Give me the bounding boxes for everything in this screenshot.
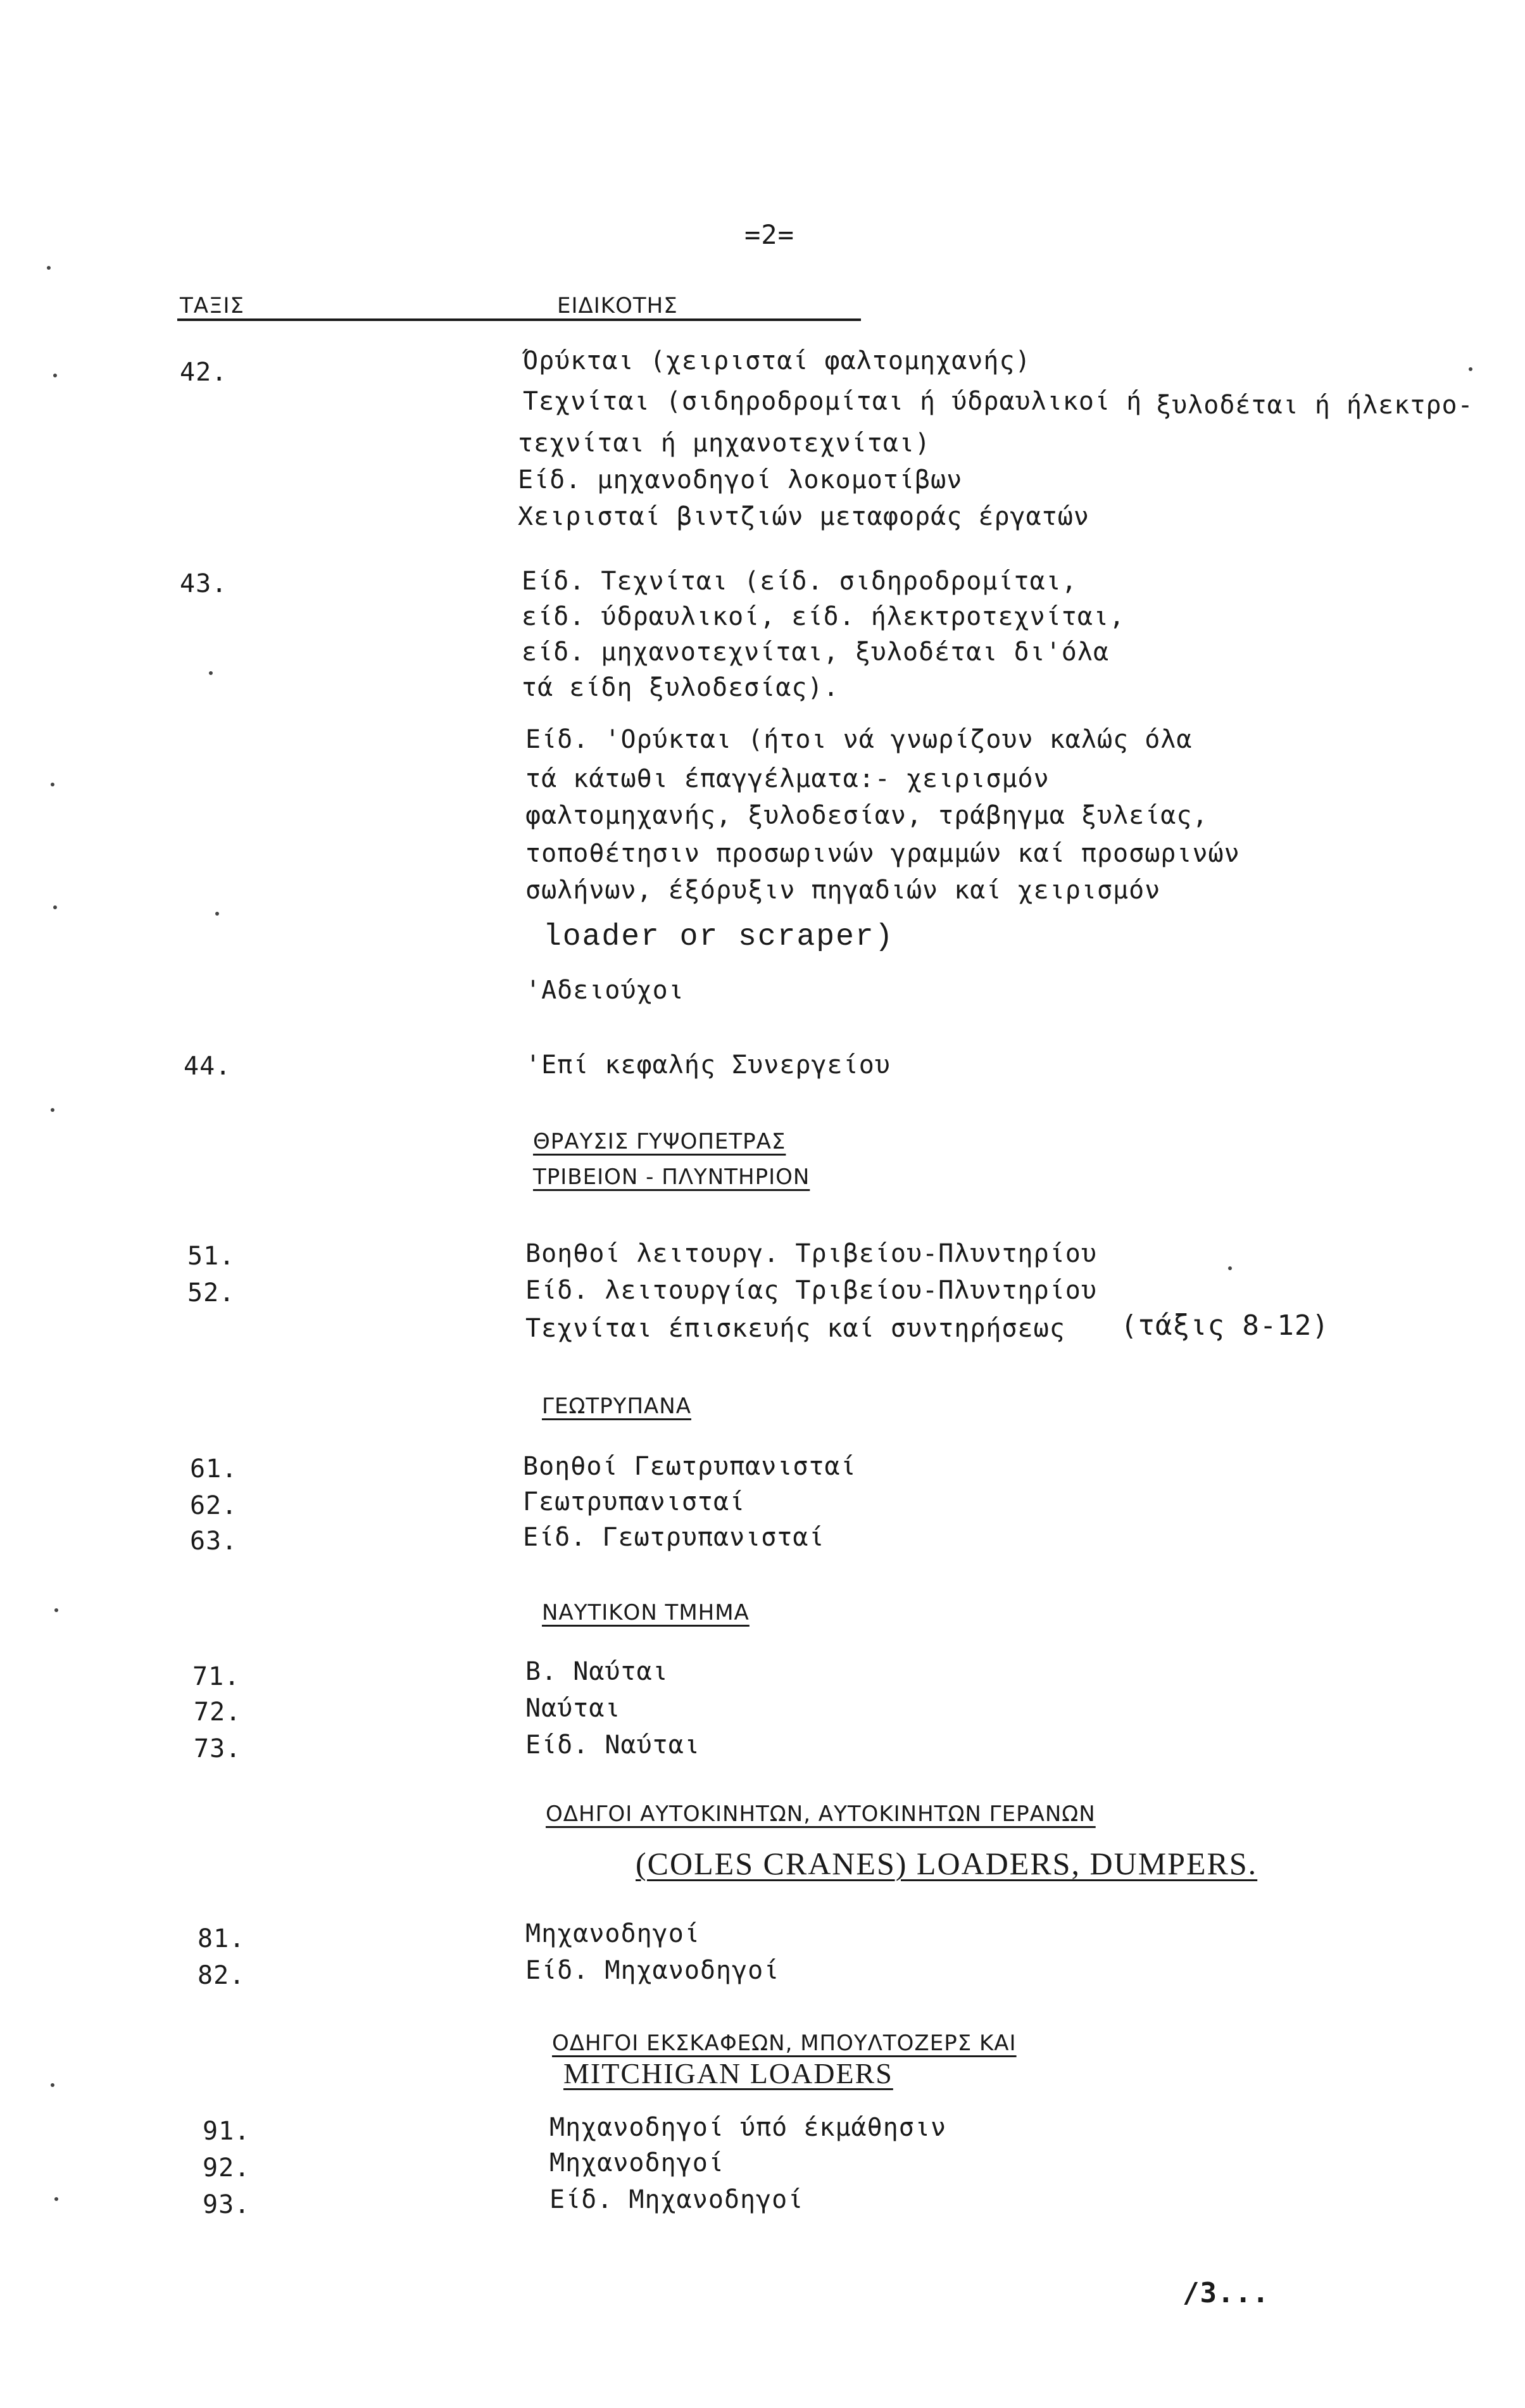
row-text: Τεχνίται έπισκευής καί συντηρήσεως (525, 1314, 1065, 1343)
row-text: Βοηθοί Γεωτρυπανισταί (523, 1452, 857, 1481)
row-number: 61. (190, 1454, 238, 1484)
scan-speck (51, 2083, 54, 2087)
row-text: Μηχανοδηγοί ύπό έκμάθησιν (549, 2113, 947, 2142)
row-text: Είδ. Γεωτρυπανισταί (523, 1523, 825, 1552)
scan-speck (51, 1108, 54, 1112)
scan-speck (54, 1608, 58, 1612)
entry-line: Τεχνίται (σιδηροδρομίται ή ύδραυλικοί ή (523, 387, 1143, 416)
section-subheading: MITCHIGAN LOADERS (563, 2057, 893, 2090)
scan-speck (1469, 367, 1472, 371)
row-text: Είδ. Μηχανοδηγοί (549, 2185, 804, 2214)
row-number: 92. (203, 2153, 251, 2183)
scan-speck (51, 783, 54, 786)
entry-line: φαλτομηχανής, ξυλοδεσίαν, τράβηγμα ξυλείας, (525, 801, 1208, 830)
row-text: Είδ. λειτουργίας Τριβείου-Πλυντηρίου (525, 1276, 1097, 1305)
section-subheading: (COLES CRANES) LOADERS, DUMPERS. (636, 1846, 1258, 1881)
scan-speck (53, 374, 57, 377)
column-header-specialty: ΕΙΔΙΚΟΤΗΣ (557, 293, 678, 318)
section-heading: ΟΔΗΓΟΙ ΕΚΣΚΑΦΕΩΝ, ΜΠΟΥΛΤΟΖΕΡΣ ΚΑΙ (552, 2031, 1017, 2056)
row-number: 63. (190, 1527, 238, 1556)
row-number: 93. (203, 2190, 251, 2219)
entry-line: Είδ. Τεχνίται (είδ. σιδηροδρομίται, (522, 567, 1077, 596)
row-text: Μηχανοδηγοί (525, 1919, 700, 1948)
entry-line: Είδ. μηχανοδηγοί λοκομοτίβων (518, 465, 963, 495)
row-number: 91. (203, 2117, 251, 2146)
entry-line: είδ. μηχανοτεχνίται, ξυλοδέται δι'όλα (522, 638, 1110, 667)
entry-line: τοποθέτησιν προσωρινών γραμμών καί προσωρινών (525, 839, 1240, 868)
section-heading: ΤΡΙΒΕΙΟΝ - ΠΛΥΝΤΗΡΙΟΝ (533, 1164, 810, 1190)
entry-line: Χειρισταί βιντζιών μεταφοράς έργατών (518, 502, 1089, 531)
entry-line: Είδ. 'Ορύκται (ήτοι νά γνωρίζουν καλώς όλα (525, 725, 1193, 754)
entry-line: 'Επί κεφαλής Συνεργείου (525, 1050, 891, 1080)
scan-speck (215, 912, 219, 916)
row-number: 51. (187, 1242, 235, 1271)
row-text: Μηχανοδηγοί (549, 2148, 724, 2178)
row-text: Είδ. Ναύται (525, 1730, 700, 1760)
section-heading: ΟΔΗΓΟΙ ΑΥΤΟΚΙΝΗΤΩΝ, ΑΥΤΟΚΙΝΗΤΩΝ ΓΕΡΑΝΩΝ (546, 1801, 1096, 1827)
scan-speck (1228, 1266, 1232, 1270)
footer-continuation: /3... (1183, 2277, 1270, 2309)
entry-line: είδ. ύδραυλικοί, είδ. ήλεκτροτεχνίται, (522, 602, 1126, 631)
row-number: 81. (198, 1924, 246, 1953)
row-number: 73. (194, 1734, 242, 1763)
row-number: 52. (187, 1278, 235, 1308)
section-heading: ΝΑΥΤΙΚΟΝ ΤΜΗΜΑ (542, 1600, 750, 1625)
entry-line: τεχνίται ή μηχανοτεχνίται) (518, 429, 931, 458)
entry-number: 44. (184, 1052, 232, 1081)
row-text: Βοηθοί λειτουργ. Τριβείου-Πλυντηρίου (525, 1239, 1097, 1268)
row-number: 71. (192, 1662, 241, 1691)
row-text: Είδ. Μηχανοδηγοί (525, 1956, 780, 1985)
row-text: Β. Ναύται (525, 1657, 668, 1686)
row-note: (τάξις 8-12) (1120, 1309, 1329, 1342)
entry-line-tail: ξυλοδέται ή ήλεκτρο- (1156, 391, 1474, 420)
entry-line: τά είδη ξυλοδεσίας). (522, 673, 839, 702)
entry-line: τά κάτωθι έπαγγέλματα:- χειρισμόν (525, 764, 1050, 793)
row-number: 62. (190, 1491, 238, 1520)
row-text: Ναύται (525, 1694, 621, 1723)
entry-number: 42. (180, 358, 228, 387)
column-header-class: ΤΑΞΙΣ (180, 293, 245, 318)
row-number: 72. (194, 1698, 242, 1727)
entry-line: 'Αδειούχοι (525, 976, 684, 1005)
entry-line: σωλήνων, έξόρυξιν πηγαδιών καί χειρισμόν (525, 876, 1161, 905)
section-heading: ΘΡΑΥΣΙΣ ΓΥΨΟΠΕΤΡΑΣ (533, 1129, 786, 1154)
header-rule (177, 318, 861, 321)
scan-speck (47, 266, 51, 270)
section-heading: ΓΕΩΤΡΥΠΑΝΑ (542, 1394, 691, 1419)
scan-speck (53, 905, 57, 909)
scan-speck (54, 2197, 58, 2201)
row-number: 82. (198, 1961, 246, 1990)
row-text: Γεωτρυπανισταί (523, 1487, 746, 1516)
page-number: =2= (744, 219, 794, 250)
scan-speck (209, 671, 213, 675)
entry-number: 43. (180, 569, 228, 598)
entry-line-latin: loader or scraper) (543, 920, 894, 954)
entry-line: Όρύκται (χειρισταί φαλτομηχανής) (523, 346, 1031, 375)
